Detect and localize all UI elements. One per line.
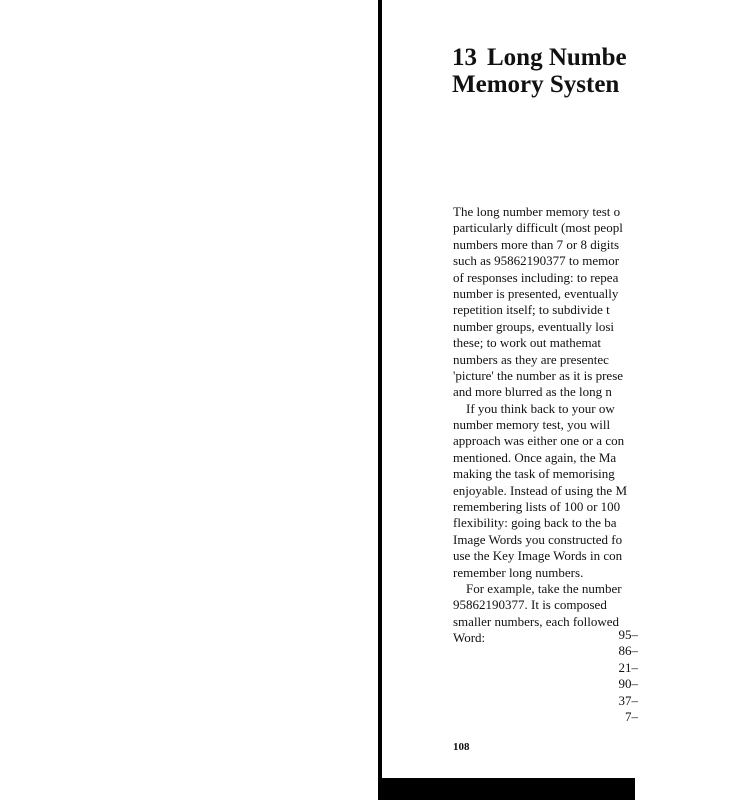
number-pair-list <box>614 627 638 725</box>
body-line: The long number memory test o <box>453 204 621 219</box>
chapter-title-line-2: Memory Systen <box>452 71 620 98</box>
number-pair: 86– <box>618 643 638 659</box>
number-pair: 95– <box>618 627 638 642</box>
body-line: repetition itself; to subdivide t <box>453 302 610 318</box>
chapter-heading <box>452 44 627 98</box>
body-line: If you think back to your ow <box>466 400 615 416</box>
body-line: 'picture' the number as it is prese <box>453 367 624 383</box>
body-line: use the Key Image Words in con <box>453 548 623 564</box>
body-line: 95862190377. It is composed <box>453 597 607 613</box>
body-line: remember long numbers. <box>453 564 584 580</box>
body-line: number memory test, you will <box>453 417 611 433</box>
body-line: remembering lists of 100 or 100 <box>453 499 621 515</box>
page-number: 108 <box>453 741 470 753</box>
body-line: approach was either one or a con <box>453 433 625 449</box>
body-line: of responses including: to repea <box>453 269 619 285</box>
body-line: number is presented, eventually <box>453 285 619 301</box>
book-page <box>382 0 638 778</box>
chapter-title-line-1: Long Numbe <box>487 44 627 71</box>
body-line: number groups, eventually losi <box>453 318 615 334</box>
body-line: smaller numbers, each followed <box>453 613 620 629</box>
number-pair: 21– <box>618 659 638 675</box>
body-line: and more blurred as the long n <box>453 384 612 400</box>
body-line: enjoyable. Instead of using the M <box>453 482 628 498</box>
body-line: mentioned. Once again, the Ma <box>453 449 617 465</box>
number-pair: 7– <box>625 708 638 724</box>
body-line: making the task of memorising <box>453 466 615 482</box>
body-line: Image Words you constructed fo <box>453 531 623 547</box>
body-line: For example, take the number <box>466 580 622 596</box>
chapter-number: 13 <box>452 44 477 71</box>
scan-bottom-edge <box>378 778 635 800</box>
body-text <box>453 204 753 647</box>
body-line: these; to work out mathemat <box>453 335 602 351</box>
body-line: numbers as they are presentec <box>453 351 609 367</box>
body-line: flexibility: going back to the ba <box>453 515 617 531</box>
body-line: particularly difficult (most peopl <box>453 220 623 236</box>
body-line: such as 95862190377 to memor <box>453 253 620 269</box>
number-pair: 90– <box>618 676 638 692</box>
body-line: Word: <box>453 630 486 646</box>
number-pair: 37– <box>618 692 638 708</box>
body-line: numbers more than 7 or 8 digits <box>453 236 620 252</box>
